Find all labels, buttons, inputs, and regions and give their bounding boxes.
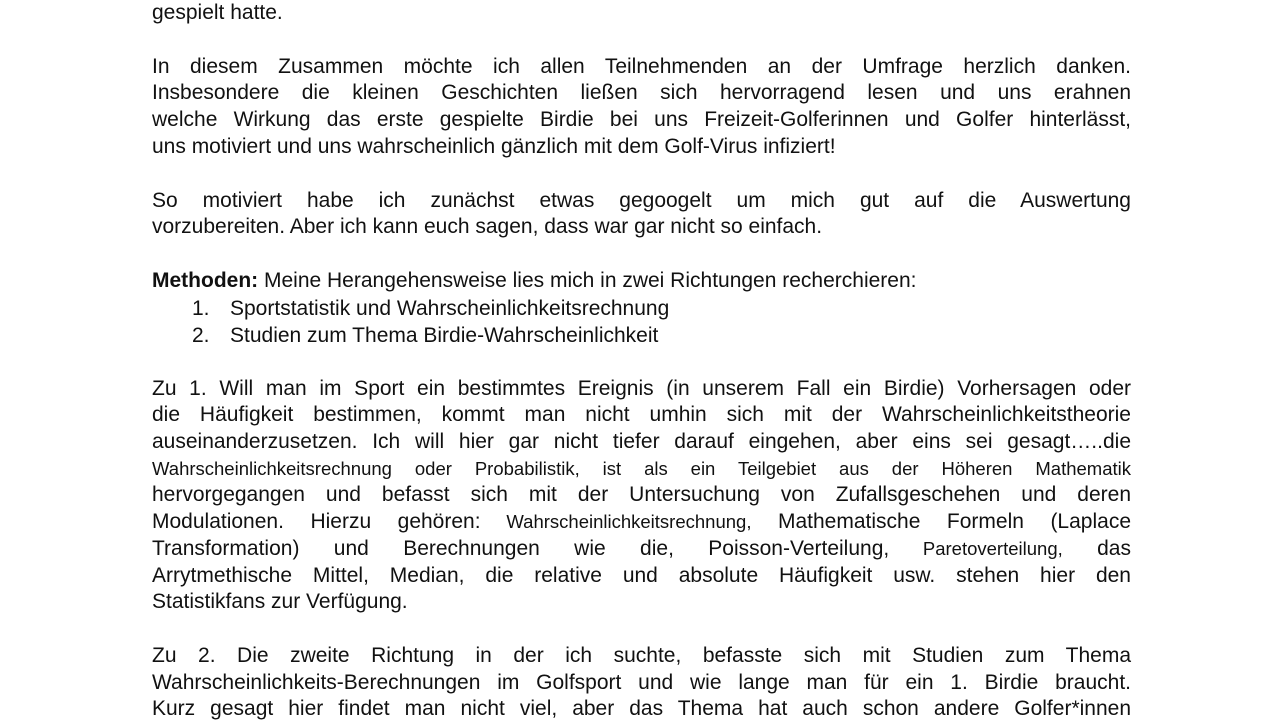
text-line: Statistikfans zur Verfügung. [152,590,408,614]
text-line: Wahrscheinlichkeits-Berechnungen im Golfsport und wie lange man für ein 1. Birdie braucht. [152,670,1131,694]
text-line: vorzubereiten. Aber ich kann euch sagen, dass war gar nicht so einfach. [152,215,823,239]
text-line: hervorgegangen und befasst sich mit der Untersuchung von Zufallsgeschehen und deren [152,483,1131,507]
list-item-label: Studien zum Thema Birdie-Wahrscheinlichkeit [230,323,659,347]
text-fragment: Wahrscheinlichkeitsrechnung, [480,511,752,533]
document-body [152,0,1131,720]
list-item [192,295,1131,322]
paragraph-point-2 [152,643,1131,720]
text-line [152,509,1131,536]
text-fragment: das [1062,536,1131,560]
text-line: Wahrscheinlichkeitsrechnung oder Probabilistik, ist als ein Teilgebiet aus der Höheren Mathematik [152,457,1131,479]
list-number: 1. [192,296,210,320]
text-line: uns motiviert und uns wahrscheinlich gänzlich mit dem Golf-Virus infiziert! [152,134,836,158]
text-fragment: Transformation) und Berechnungen wie die, Poisson-Verteilung, [152,536,890,560]
text-line [152,536,1131,563]
list-item [192,322,1131,349]
text-fragment: Paretoverteilung, [889,537,1063,559]
text-fragment: Mathematische Formeln (Laplace [751,510,1131,534]
text-line: welche Wirkung das erste gespielte Birdie bei uns Freizeit-Golferinnen und Golfer hinterlässt, [152,108,1131,132]
paragraph-methods [152,268,1131,295]
paragraph-point-1 [152,376,1131,616]
text-line: gespielt hatte. [152,1,283,24]
text-line: In diesem Zusammen möchte ich allen Teilnehmenden an der Umfrage herzlich danken. [152,54,1131,78]
paragraph-thanks [152,54,1131,161]
methods-label: Methoden: [152,268,259,292]
methods-text: Meine Herangehensweise lies mich in zwei Richtungen recherchieren: [258,268,917,292]
methods-list [152,295,1131,349]
text-line: auseinanderzusetzen. Ich will hier gar nicht tiefer darauf eingehen, aber eins sei gesagt…..die [152,430,1131,454]
text-line: Zu 1. Will man im Sport ein bestimmtes Ereignis (in unserem Fall ein Birdie) Vorhersagen oder [152,376,1131,400]
text-line: Zu 2. Die zweite Richtung in der ich suchte, befasste sich mit Studien zum Thema [152,643,1131,667]
text-line: Insbesondere die kleinen Geschichten ließen sich hervorragend lesen und uns erahnen [152,81,1131,105]
list-number: 2. [192,323,210,347]
text-line: Arrytmethische Mittel, Median, die relative und absolute Häufigkeit usw. stehen hier den [152,563,1131,587]
text-line: die Häufigkeit bestimmen, kommt man nicht umhin sich mit der Wahrscheinlichkeitstheorie [152,403,1131,427]
list-item-label: Sportstatistik und Wahrscheinlichkeitsrechnung [230,296,670,320]
paragraph-intro-end [152,0,1131,27]
text-line: So motiviert habe ich zunächst etwas gegoogelt um mich gut auf die Auswertung [152,188,1131,212]
paragraph-motivation [152,188,1131,241]
text-fragment: Modulationen. Hierzu gehören: [152,510,481,534]
text-line: Kurz gesagt hier findet man nicht viel, aber das Thema hat auch schon andere Golfer*innen [152,697,1131,720]
